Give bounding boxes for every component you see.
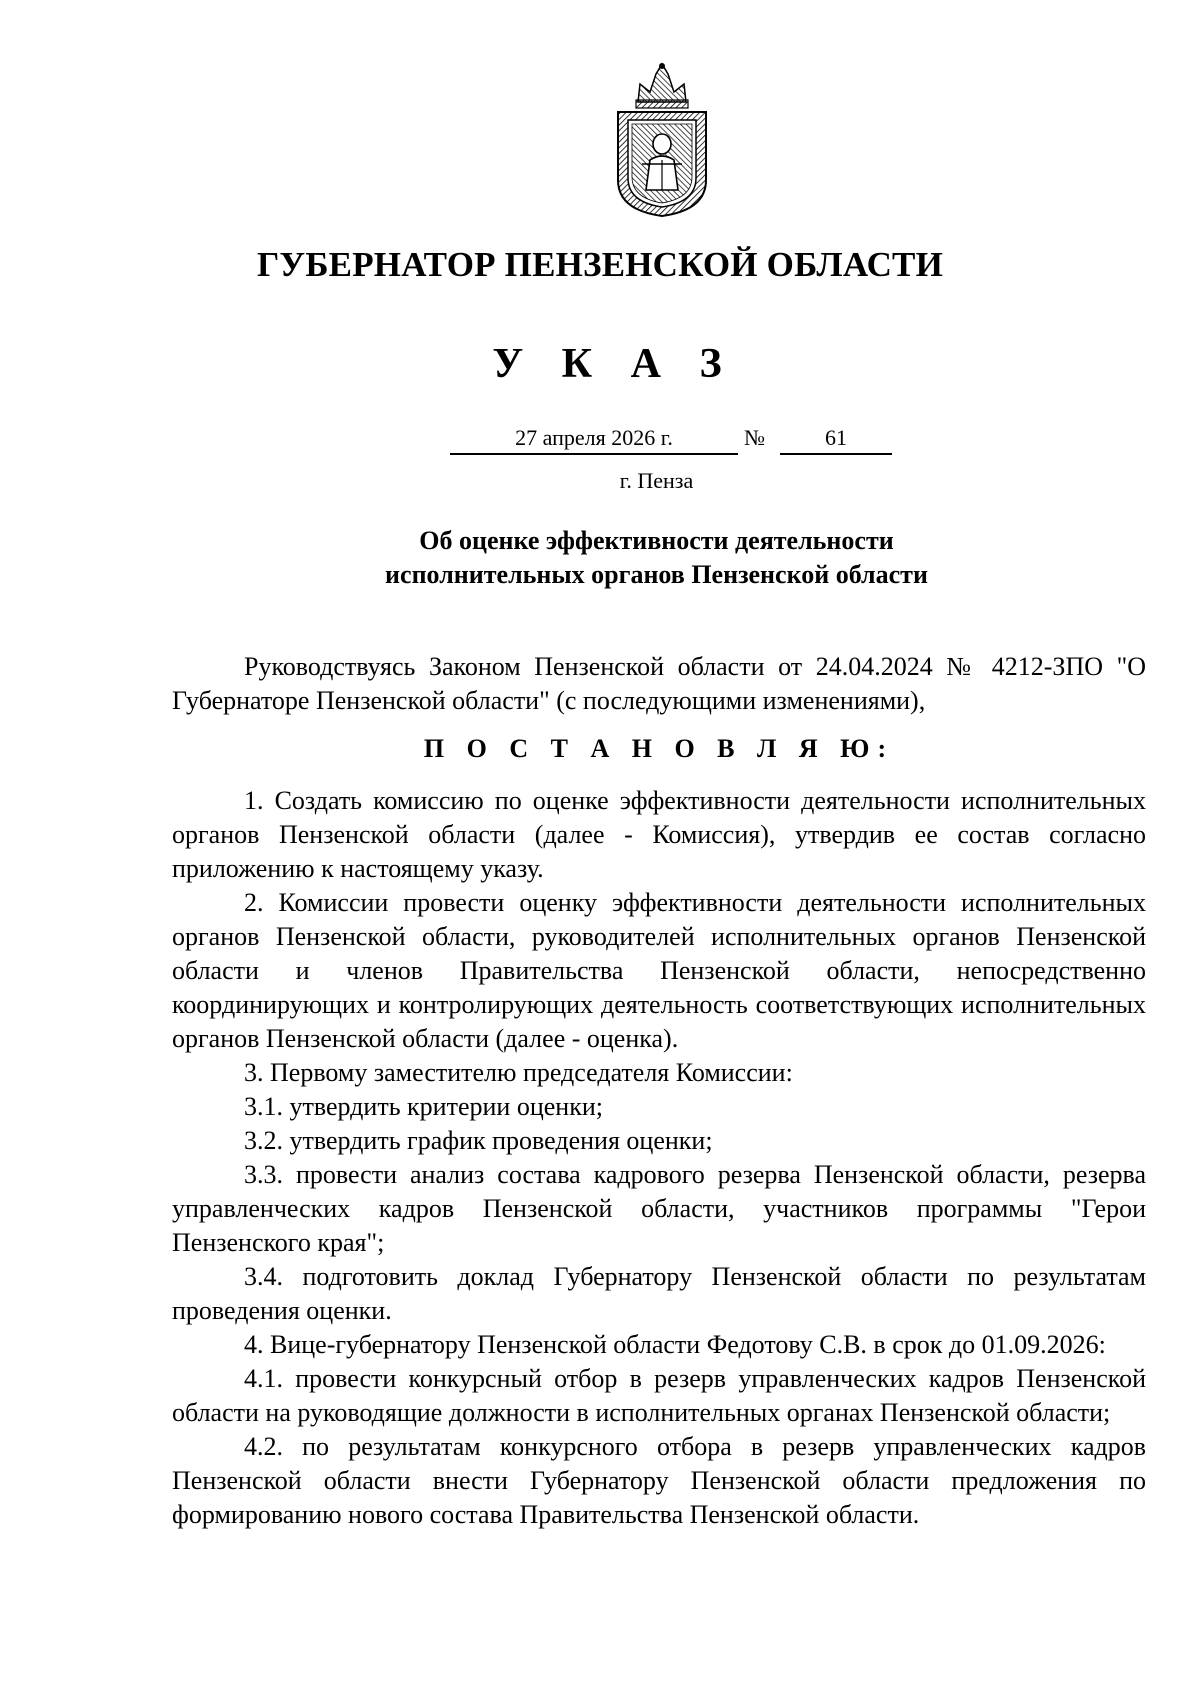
paragraph-item: 4.1. провести конкурсный отбор в резерв управленческих кадров Пензенской области на руководящие должности в исполнительных органах Пензенской области; (172, 1364, 1146, 1427)
title-line-2: исполнительных органов Пензенской области (385, 560, 928, 589)
paragraph-item: 4.2. по результатам конкурсного отбора в резерв управленческих кадров Пензенской области внести Губернатору Пензенской области предложения по формированию нового состава Правительства Пензенской области. (172, 1432, 1146, 1529)
coat-of-arms-emblem (610, 60, 714, 220)
paragraph-item: 1. Создать комиссию по оценке эффективности деятельности исполнительных органов Пензенской области (далее - Комиссия), утвердив ее состав согласно приложению к настоящему указу. (172, 786, 1146, 883)
issue-city: г. Пенза (619, 468, 694, 493)
document-number: 61 (780, 425, 892, 455)
paragraph-item: 3. Первому заместителю председателя Комиссии: (244, 1058, 793, 1087)
issuing-authority: ГУБЕРНАТОР ПЕНЗЕНСКОЙ ОБЛАСТИ (256, 245, 944, 284)
paragraph-item: 3.1. утвердить критерии оценки; (244, 1092, 603, 1121)
decree-word: П О С Т А Н О В Л Я Ю: (423, 734, 895, 763)
title-line-1: Об оценке эффективности деятельности (419, 526, 894, 555)
paragraph-item: 3.3. провести анализ состава кадрового резерва Пензенской области, резерва управленческих кадров Пензенской области, участников программы "Герои Пензенского края"; (172, 1160, 1146, 1257)
paragraph-item: 4. Вице-губернатору Пензенской области Федотову С.В. в срок до 01.09.2026: (244, 1330, 1106, 1359)
document-title (0, 524, 1200, 592)
document-body (172, 650, 1146, 1532)
number-sign: № (744, 425, 765, 450)
preamble-paragraph: Руководствуясь Законом Пензенской области от 24.04.2024 № 4212-ЗПО "О Губернаторе Пензенской области" (с последующими изменениями), (172, 652, 1146, 715)
document-type: У К А З (492, 341, 736, 387)
paragraph-item: 3.4. подготовить доклад Губернатору Пензенской области по результатам проведения оценки. (172, 1262, 1146, 1325)
paragraph-item: 3.2. утвердить график проведения оценки; (244, 1126, 713, 1155)
document-date: 27 апреля 2026 г. (450, 425, 738, 455)
paragraph-item: 2. Комиссии провести оценку эффективности деятельности исполнительных органов Пензенской области, руководителей исполнительных органов Пензенской области и членов Правительства Пензенской области, непосредственно координирующих и контролирующих деятельность соответствующих исполнительных органов Пензенской области (далее - оценка). (172, 888, 1146, 1053)
